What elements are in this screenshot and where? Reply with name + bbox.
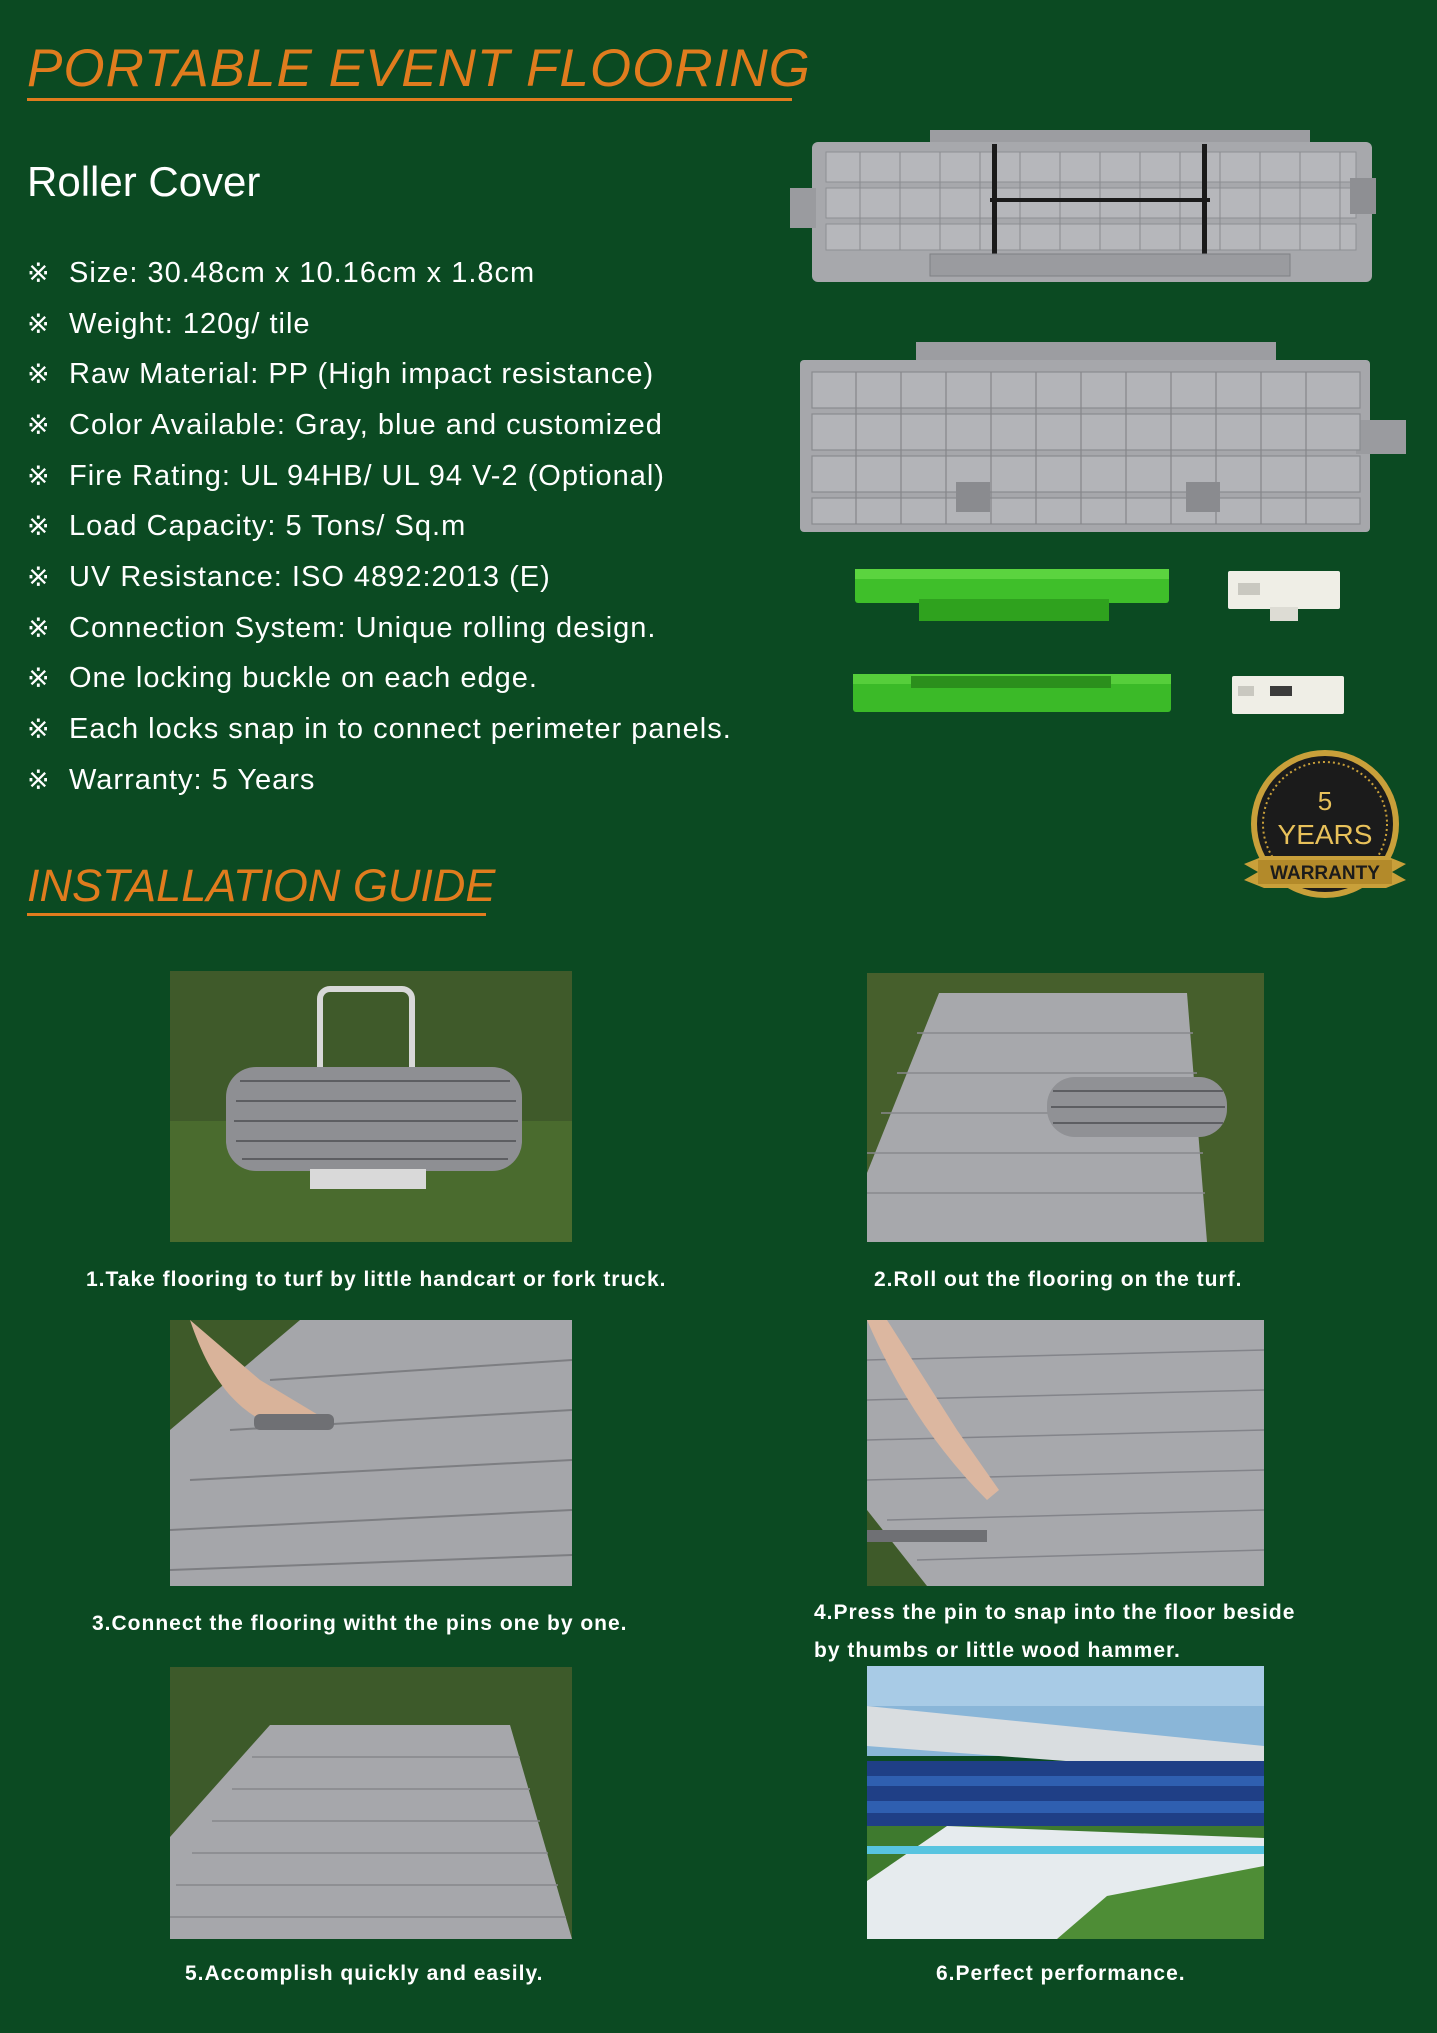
spec-marker-icon: ※ <box>27 561 51 593</box>
spec-marker-icon: ※ <box>27 257 51 289</box>
step-2-caption: 2.Roll out the flooring on the turf. <box>874 1268 1243 1291</box>
title-underline <box>27 98 792 101</box>
green-connector-image <box>853 565 1171 623</box>
step-3-caption: 3.Connect the flooring witht the pins one by one. <box>92 1612 628 1635</box>
spec-size: Size: 30.48cm x 10.16cm x 1.8cm <box>69 256 536 289</box>
step-2-photo <box>867 973 1264 1242</box>
step-4-caption <box>814 1594 1295 1670</box>
badge-ribbon: WARRANTY <box>1270 863 1380 884</box>
white-clip-image <box>1226 567 1344 625</box>
page-title: PORTABLE EVENT FLOORING <box>27 39 811 98</box>
spec-locking-buckle: One locking buckle on each edge. <box>69 662 538 695</box>
spec-uv-resistance: UV Resistance: ISO 4892:2013 (E) <box>69 560 551 593</box>
white-clip-image <box>1230 672 1348 718</box>
green-connector-image <box>851 668 1173 716</box>
step-6-photo <box>867 1666 1264 1939</box>
step-4-photo <box>867 1320 1264 1586</box>
spec-item <box>27 501 787 552</box>
spec-marker-icon: ※ <box>27 359 51 391</box>
spec-item <box>27 248 787 299</box>
step-5-photo <box>170 1667 572 1939</box>
spec-item <box>27 299 787 350</box>
spec-marker-icon: ※ <box>27 460 51 492</box>
spec-item <box>27 603 787 654</box>
step-4-caption-line-1: 4.Press the pin to snap into the floor beside <box>814 1601 1296 1624</box>
step-5-caption: 5.Accomplish quickly and easily. <box>185 1962 544 1985</box>
product-subtitle: Roller Cover <box>27 158 261 205</box>
spec-weight: Weight: 120g/ tile <box>69 307 311 340</box>
spec-item <box>27 400 787 451</box>
spec-warranty: Warranty: 5 Years <box>69 763 316 796</box>
step-1-photo <box>170 971 572 1242</box>
spec-connection-system: Connection System: Unique rolling design. <box>69 611 657 644</box>
spec-item <box>27 654 787 705</box>
spec-item <box>27 755 787 806</box>
spec-marker-icon: ※ <box>27 612 51 644</box>
spec-load-capacity: Load Capacity: 5 Tons/ Sq.m <box>69 510 467 543</box>
spec-marker-icon: ※ <box>27 511 51 543</box>
spec-item <box>27 552 787 603</box>
installation-guide-title: INSTALLATION GUIDE <box>27 860 496 911</box>
step-3-photo <box>170 1320 572 1586</box>
spec-item <box>27 704 787 755</box>
tile-bottom-view-image <box>796 342 1408 536</box>
spec-material: Raw Material: PP (High impact resistance) <box>69 358 655 391</box>
spec-item <box>27 349 787 400</box>
spec-marker-icon: ※ <box>27 764 51 796</box>
guide-underline <box>27 913 486 916</box>
tile-top-view-image <box>790 128 1390 290</box>
step-1-caption: 1.Take flooring to turf by little handcart or fork truck. <box>86 1268 667 1291</box>
spec-perimeter-locks: Each locks snap in to connect perimeter panels. <box>69 713 732 746</box>
spec-marker-icon: ※ <box>27 714 51 746</box>
badge-number: 5 <box>1317 786 1333 816</box>
spec-fire-rating: Fire Rating: UL 94HB/ UL 94 V-2 (Optional) <box>69 459 665 492</box>
warranty-badge <box>1242 748 1408 908</box>
spec-marker-icon: ※ <box>27 308 51 340</box>
spec-item <box>27 451 787 502</box>
step-6-caption: 6.Perfect performance. <box>936 1962 1186 1985</box>
spec-color: Color Available: Gray, blue and customized <box>69 408 663 441</box>
spec-list <box>27 248 787 806</box>
step-4-caption-line-2: by thumbs or little wood hammer. <box>814 1639 1181 1662</box>
spec-marker-icon: ※ <box>27 663 51 695</box>
spec-marker-icon: ※ <box>27 409 51 441</box>
badge-years: YEARS <box>1277 819 1373 850</box>
